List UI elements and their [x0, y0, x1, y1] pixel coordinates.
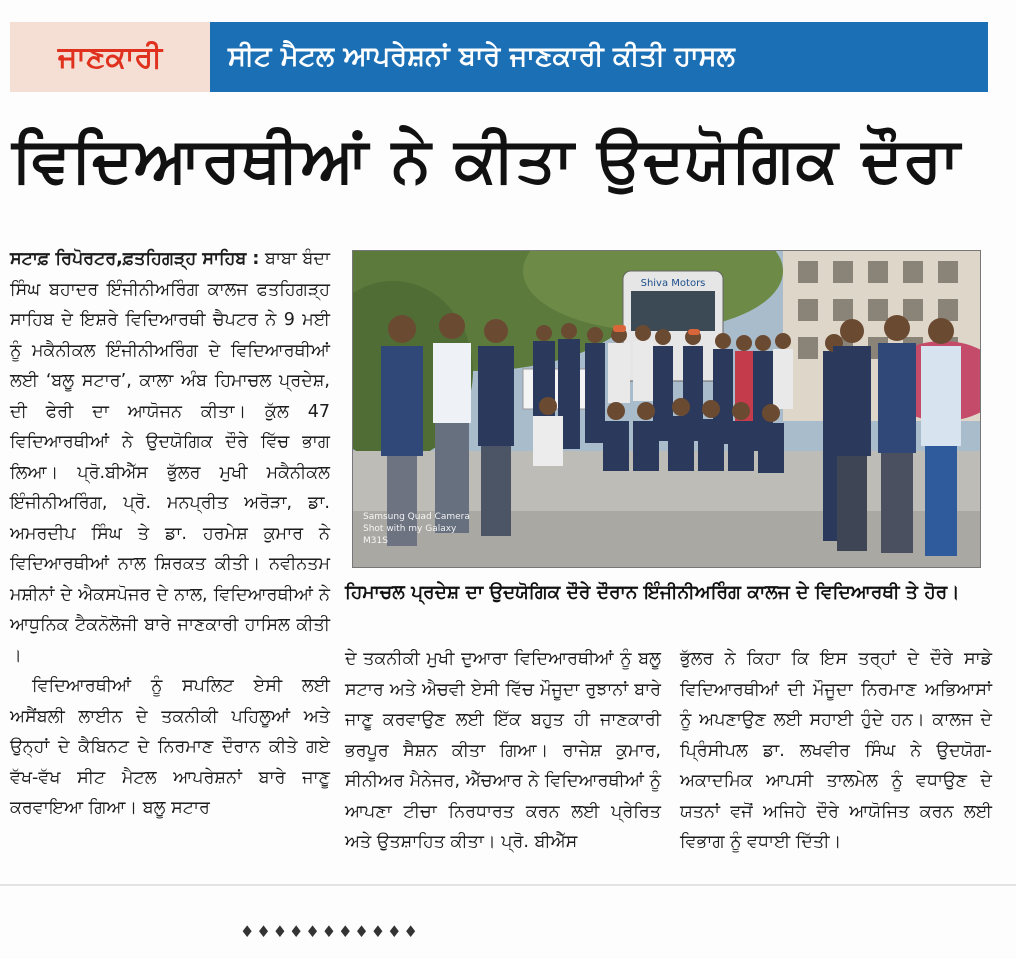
sub-headline: ਸੀਟ ਮੈਟਲ ਆਪਰੇਸ਼ਨਾਂ ਬਾਰੇ ਜਾਣਕਾਰੀ ਕੀਤੀ ਹਾਸਲ — [210, 22, 988, 92]
group-photo — [352, 250, 981, 568]
paragraph-2: ਵਿਦਿਆਰਥੀਆਂ ਨੂੰ ਸਪਲਿਟ ਏਸੀ ਲਈ ਅਸੈਂਬਲੀ ਲਾਈਨ ਦੇ ਤਕਨੀਕੀ ਪਹਿਲੂਆਂ ਅਤੇ ਉਨ੍ਹਾਂ ਦੇ ਕੈਬਿਨਟ ਦੇ ਨਿਰਮਾਣ ਦੌਰਾਨ ਕੀਤੇ ਗਏ ਵੱਖ-ਵੱਖ ਸੀਟ ਮੈਟਲ ਆਪਰੇਸ਼ਨਾਂ ਬਾਰੇ ਜਾਣੂ ਕਰਵਾਇਆ ਗਿਆ। ਬਲੂ ਸਟਾਰ — [10, 676, 330, 818]
bus-label: Shiva Motors — [640, 278, 706, 289]
watermark-line-3: M31S — [363, 536, 388, 546]
article-column-3: ਭੁੱਲਰ ਨੇ ਕਿਹਾ ਕਿ ਇਸ ਤਰ੍ਹਾਂ ਦੇ ਦੌਰੇ ਸਾਡੇ ਵਿਦਿਆਰਥੀਆਂ ਦੀ ਮੌਜੂਦਾ ਨਿਰਮਾਣ ਅਭਿਆਸਾਂ ਨੂੰ ਅਪਣਾਉਣ ਲਈ ਸਹਾਈ ਹੁੰਦੇ ਹਨ। ਕਾਲਜ ਦੇ ਪ੍ਰਿੰਸੀਪਲ ਡਾ. ਲਖਵੀਰ ਸਿੰਘ ਨੇ ਉਦਯੋਗ-ਅਕਾਦਮਿਕ ਆਪਸੀ ਤਾਲਮੇਲ ਨੂੰ ਵਧਾਉਣ ਦੇ ਯਤਨਾਂ ਵਜੋਂ ਅਜਿਹੇ ਦੌਰੇ ਆਯੋਜਿਤ ਕਰਨ ਲਈ ਵਿਭਾਗ ਨੂੰ ਵਧਾਈ ਦਿੱਤੀ। — [680, 649, 992, 852]
main-headline: ਵਿਦਿਆਰਥੀਆਂ ਨੇ ਕੀਤਾ ਉਦਯੋਗਿਕ ਦੌਰਾ — [12, 123, 961, 196]
header-band — [10, 22, 988, 92]
page-divider — [0, 884, 1016, 886]
photo-caption: ਹਿਮਾਚਲ ਪ੍ਰਦੇਸ਼ ਦਾ ਉਦਯੋਗਿਕ ਦੌਰੇ ਦੌਰਾਨ ਇੰਜੀਨੀਅਰਿੰਗ ਕਾਲਜ ਦੇ ਵਿਦਿਆਰਥੀ ਤੇ ਹੋਰ। — [345, 582, 960, 603]
article-column-2: ਦੇ ਤਕਨੀਕੀ ਮੁਖੀ ਦੁਆਰਾ ਵਿਦਿਆਰਥੀਆਂ ਨੂੰ ਬਲੂ ਸਟਾਰ ਅਤੇ ਐਚਵੀ ਏਸੀ ਵਿੱਚ ਮੌਜੂਦਾ ਰੁਝਾਨਾਂ ਬਾਰੇ ਜਾਣੂ ਕਰਵਾਉਣ ਲਈ ਇੱਕ ਬਹੁਤ ਹੀ ਜਾਣਕਾਰੀ ਭਰਪੂਰ ਸੈਸ਼ਨ ਕੀਤਾ ਗਿਆ। ਰਾਜੇਸ਼ ਕੁਮਾਰ, ਸੀਨੀਅਰ ਮੈਨੇਜਰ, ਐੱਚਆਰ ਨੇ ਵਿਦਿਆਰਥੀਆਂ ਨੂੰ ਆਪਣਾ ਟੀਚਾ ਨਿਰਧਾਰਤ ਕਰਨ ਲਈ ਪ੍ਰੇਰਿਤ ਅਤੇ ਉਤਸ਼ਾਹਿਤ ਕੀਤਾ। ਪ੍ਰੋ. ਬੀਐੱਸ — [345, 649, 661, 852]
article-column-1 — [10, 244, 330, 824]
watermark-line-1: Samsung Quad Camera — [363, 512, 470, 522]
section-tag: ਜਾਣਕਾਰੀ — [10, 22, 210, 92]
paragraph-1 — [10, 244, 330, 671]
watermark-line-2: Shot with my Galaxy — [363, 524, 457, 534]
group-photo-illustration — [353, 251, 981, 568]
footer-ornament: ♦♦♦♦♦♦♦♦♦♦♦ — [240, 922, 420, 941]
paragraph-1-text: ਬਾਬਾ ਬੰਦਾ ਸਿੰਘ ਬਹਾਦਰ ਇੰਜੀਨੀਅਰਿੰਗ ਕਾਲਜ ਫਤਹਿਗੜ੍ਹ ਸਾਹਿਬ ਦੇ ਇਸ਼ਰੇ ਵਿਦਿਆਰਥੀ ਚੈਪਟਰ ਨੇ 9 ਮਈ ਨੂੰ ਮਕੈਨੀਕਲ ਇੰਜੀਨੀਅਰਿੰਗ ਦੇ ਵਿਦਿਆਰਥੀਆਂ ਲਈ ‘ਬਲੂ ਸਟਾਰ’, ਕਾਲਾ ਅੰਬ ਹਿਮਾਚਲ ਪ੍ਰਦੇਸ਼, ਦੀ ਫੇਰੀ ਦਾ ਆਯੋਜਨ ਕੀਤਾ। ਕੁੱਲ 47 ਵਿਦਿਆਰਥੀਆਂ ਨੇ ਉਦਯੋਗਿਕ ਦੌਰੇ ਵਿੱਚ ਭਾਗ ਲਿਆ। ਪ੍ਰੋ.ਬੀਐੱਸ ਭੁੱਲਰ ਮੁਖੀ ਮਕੈਨੀਕਲ ਇੰਜੀਨੀਅਰਿੰਗ, ਪ੍ਰੋ. ਮਨਪ੍ਰੀਤ ਅਰੋੜਾ, ਡਾ. ਅਮਰਦੀਪ ਸਿੰਘ ਤੇ ਡਾ. ਹਰਮੇਸ਼ ਕੁਮਾਰ ਨੇ ਵਿਦਿਆਰਥੀਆਂ ਨਾਲ ਸ਼ਿਰਕਤ ਕੀਤੀ। ਨਵੀਨਤਮ ਮਸ਼ੀਨਾਂ ਦੇ ਐਕਸਪੋਜਰ ਦੇ ਨਾਲ, ਵਿਦਿਆਰਥੀਆਂ ਨੇ ਆਧੁਨਿਕ ਟੈਕਨੋਲੋਜੀ ਬਾਰੇ ਜਾਣਕਾਰੀ ਹਾਸਿਲ ਕੀਤੀ । — [10, 249, 330, 666]
byline: ਸਟਾਫ਼ ਰਿਪੋਰਟਰ,ਫ਼ਤਹਿਗੜ੍ਹ ਸਾਹਿਬ : — [10, 249, 260, 269]
